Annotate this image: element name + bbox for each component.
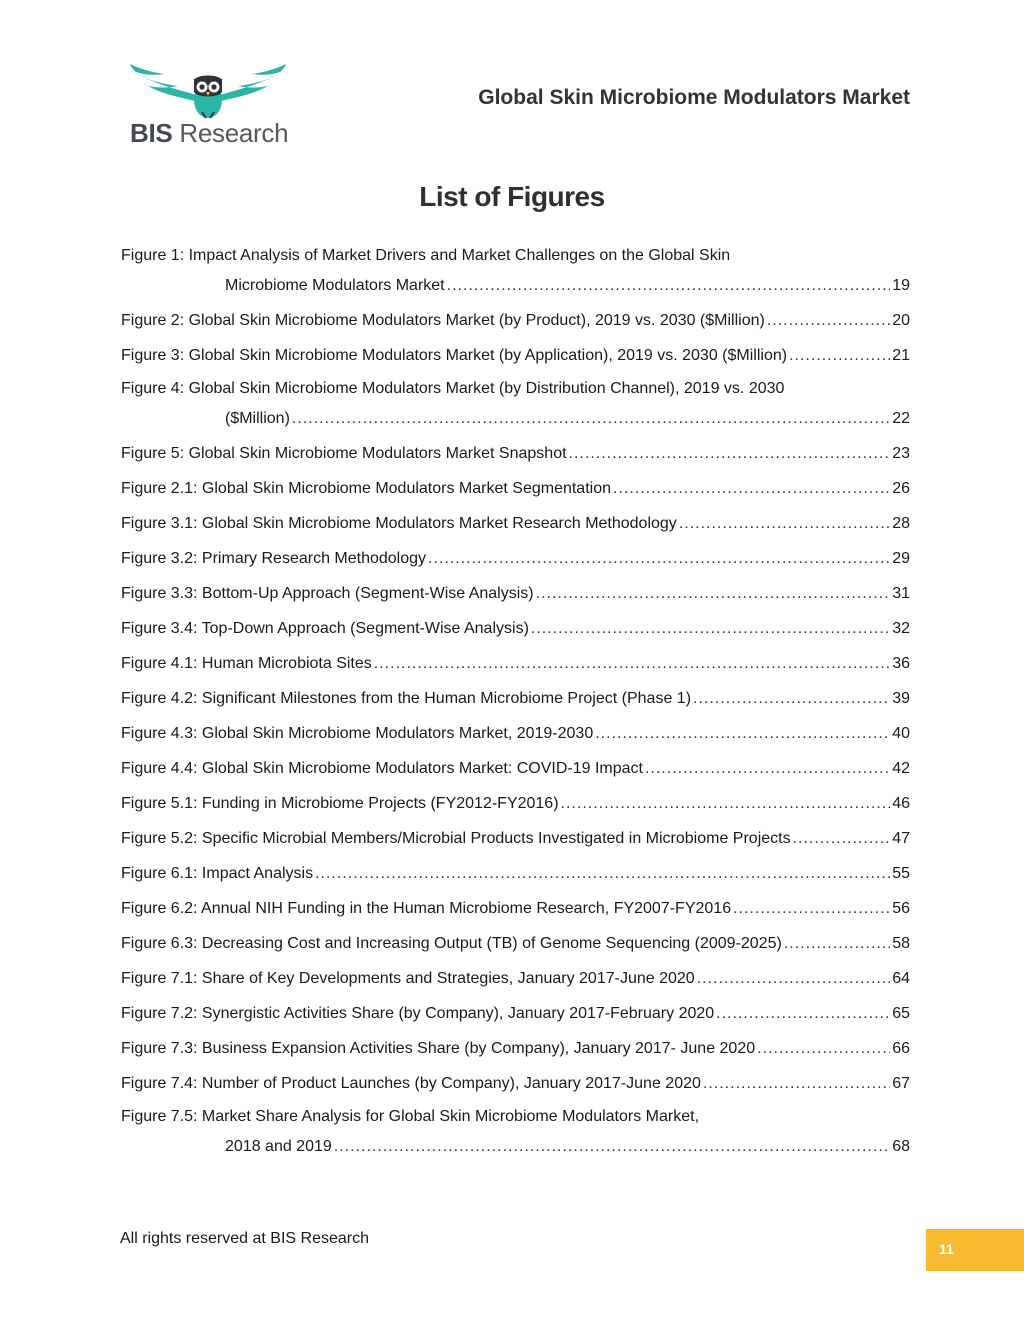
- figure-entry-line[interactable]: [121, 240, 910, 271]
- figure-page-number: 31: [892, 585, 910, 602]
- figure-entry[interactable]: [121, 646, 910, 681]
- dot-leader: [679, 506, 890, 541]
- dot-leader: [716, 996, 890, 1031]
- figure-page-number: 29: [892, 550, 910, 567]
- dot-leader: [334, 1129, 890, 1164]
- figure-entry-label-continued: 2018 and 2019: [225, 1138, 332, 1155]
- figure-entry[interactable]: [121, 1031, 910, 1066]
- page-heading: List of Figures: [419, 181, 605, 212]
- figure-entry-line[interactable]: [121, 268, 910, 303]
- dot-leader: [784, 926, 890, 961]
- figure-entry-label: Figure 5.1: Funding in Microbiome Projects (FY2012-FY2016): [121, 795, 559, 812]
- figure-entry-label: Figure 5: Global Skin Microbiome Modulators Market Snapshot: [121, 445, 567, 462]
- dot-leader: [693, 681, 890, 716]
- figure-entry-label: Figure 7.2: Synergistic Activities Share (by Company), January 2017-February 2020: [121, 1005, 715, 1022]
- figure-entry[interactable]: [121, 611, 910, 646]
- figure-entry-label: Figure 6.3: Decreasing Cost and Increasing Output (TB) of Genome Sequencing (2009-2025): [121, 935, 782, 952]
- figure-entry-line[interactable]: [121, 373, 910, 404]
- figure-page-number: 68: [892, 1138, 910, 1155]
- figure-entry[interactable]: [121, 996, 910, 1031]
- dot-leader: [292, 401, 890, 436]
- figure-list: [121, 240, 910, 1164]
- figure-entry-line[interactable]: [121, 1129, 910, 1164]
- dot-leader: [793, 821, 891, 856]
- dot-leader: [428, 541, 890, 576]
- dot-leader: [757, 1031, 890, 1066]
- figure-entry-line[interactable]: [121, 401, 910, 436]
- figure-entry-label: Figure 3: Global Skin Microbiome Modulators Market (by Application), 2019 vs. 2030 ($Million): [121, 347, 788, 364]
- dot-leader: [561, 786, 891, 821]
- figure-entry[interactable]: [121, 856, 910, 891]
- figure-page-number: 22: [892, 410, 910, 427]
- figure-page-number: 66: [892, 1040, 910, 1057]
- figure-entry[interactable]: [121, 436, 910, 471]
- dot-leader: [374, 646, 890, 681]
- figure-entry[interactable]: [121, 303, 910, 338]
- figure-entry-label: Figure 2.1: Global Skin Microbiome Modulators Market Segmentation: [121, 480, 611, 497]
- figure-entry[interactable]: [121, 786, 910, 821]
- dot-leader: [789, 338, 890, 373]
- figure-entry-label: Figure 4.2: Significant Milestones from the Human Microbiome Project (Phase 1): [121, 690, 692, 707]
- figure-entry[interactable]: [121, 338, 910, 373]
- figure-page-number: 46: [892, 795, 910, 812]
- figure-entry-label: Figure 3.2: Primary Research Methodology: [121, 550, 427, 567]
- dot-leader: [645, 751, 890, 786]
- figure-entry-label: Figure 7.5: Market Share Analysis for Global Skin Microbiome Modulators Market,: [121, 1108, 700, 1125]
- document-title: Global Skin Microbiome Modulators Market: [478, 86, 910, 109]
- figure-entry[interactable]: [121, 541, 910, 576]
- figure-entry-label: Figure 3.3: Bottom-Up Approach (Segment-Wise Analysis): [121, 585, 534, 602]
- figure-entry[interactable]: [121, 1066, 910, 1101]
- figure-entry[interactable]: [121, 716, 910, 751]
- figure-entry-label: Figure 3.4: Top-Down Approach (Segment-Wise Analysis): [121, 620, 529, 637]
- figure-page-number: 39: [892, 690, 910, 707]
- figure-page-number: 21: [892, 347, 910, 364]
- dot-leader: [536, 576, 891, 611]
- figure-page-number: 65: [892, 1005, 910, 1022]
- figure-page-number: 64: [892, 970, 910, 987]
- figure-page-number: 20: [892, 312, 910, 329]
- figure-entry-label: Figure 1: Impact Analysis of Market Drivers and Market Challenges on the Global Skin: [121, 247, 731, 264]
- figure-entry-label-continued: Microbiome Modulators Market: [225, 277, 445, 294]
- figure-entry-label: Figure 6.2: Annual NIH Funding in the Human Microbiome Research, FY2007-FY2016: [121, 900, 732, 917]
- figure-entry[interactable]: [121, 576, 910, 611]
- figure-entry-label: Figure 4: Global Skin Microbiome Modulators Market (by Distribution Channel), 2019 vs. 2030: [121, 380, 785, 397]
- figure-entry-line[interactable]: [121, 1101, 910, 1132]
- figure-entry[interactable]: [121, 751, 910, 786]
- owl-icon: [128, 62, 288, 120]
- figure-entry-label: Figure 7.4: Number of Product Launches (by Company), January 2017-June 2020: [121, 1075, 701, 1092]
- figure-page-number: 23: [892, 445, 910, 462]
- figure-page-number: 32: [892, 620, 910, 637]
- bis-research-logo: [128, 62, 288, 152]
- figure-entry-label: Figure 4.3: Global Skin Microbiome Modulators Market, 2019-2030: [121, 725, 594, 742]
- dot-leader: [733, 891, 890, 926]
- figure-entry-label: Figure 7.1: Share of Key Developments and Strategies, January 2017-June 2020: [121, 970, 695, 987]
- dot-leader: [767, 303, 890, 338]
- dot-leader: [697, 961, 891, 996]
- figure-entry[interactable]: [121, 891, 910, 926]
- figure-entry-label: Figure 4.1: Human Microbiota Sites: [121, 655, 372, 672]
- page-number-box: [926, 1229, 1024, 1271]
- figure-page-number: 67: [892, 1075, 910, 1092]
- figure-entry[interactable]: [121, 926, 910, 961]
- dot-leader: [569, 436, 891, 471]
- dot-leader: [531, 611, 890, 646]
- figure-entry[interactable]: [121, 681, 910, 716]
- figure-entry[interactable]: [121, 961, 910, 996]
- figure-entry[interactable]: [121, 471, 910, 506]
- dot-leader: [613, 471, 890, 506]
- figure-entry[interactable]: [121, 821, 910, 856]
- figure-entry-label: Figure 6.1: Impact Analysis: [121, 865, 314, 882]
- page-number: 11: [939, 1241, 954, 1257]
- figure-entry-label-continued: ($Million): [225, 410, 290, 427]
- figure-page-number: 58: [892, 935, 910, 952]
- figure-entry-label: Figure 2: Global Skin Microbiome Modulators Market (by Product), 2019 vs. 2030 ($Million): [121, 312, 765, 329]
- logo-wordmark: BIS Research: [130, 118, 289, 148]
- dot-leader: [703, 1066, 890, 1101]
- footer-rights: All rights reserved at BIS Research: [120, 1230, 369, 1247]
- figure-entry[interactable]: [121, 506, 910, 541]
- figure-entry-label: Figure 3.1: Global Skin Microbiome Modulators Market Research Methodology: [121, 515, 677, 532]
- figure-entry-label: Figure 7.3: Business Expansion Activities Share (by Company), January 2017- June 2020: [121, 1040, 756, 1057]
- figure-page-number: 28: [892, 515, 910, 532]
- dot-leader: [447, 268, 891, 303]
- figure-page-number: 26: [892, 480, 910, 497]
- figure-page-number: 47: [892, 830, 910, 847]
- figure-page-number: 56: [892, 900, 910, 917]
- figure-page-number: 55: [892, 865, 910, 882]
- dot-leader: [595, 716, 890, 751]
- figure-page-number: 19: [892, 277, 910, 294]
- figure-entry-label: Figure 5.2: Specific Microbial Members/Microbial Products Investigated in Microbiome Projects: [121, 830, 791, 847]
- figure-page-number: 42: [892, 760, 910, 777]
- figure-page-number: 36: [892, 655, 910, 672]
- dot-leader: [315, 856, 890, 891]
- figure-page-number: 40: [892, 725, 910, 742]
- figure-entry-label: Figure 4.4: Global Skin Microbiome Modulators Market: COVID-19 Impact: [121, 760, 643, 777]
